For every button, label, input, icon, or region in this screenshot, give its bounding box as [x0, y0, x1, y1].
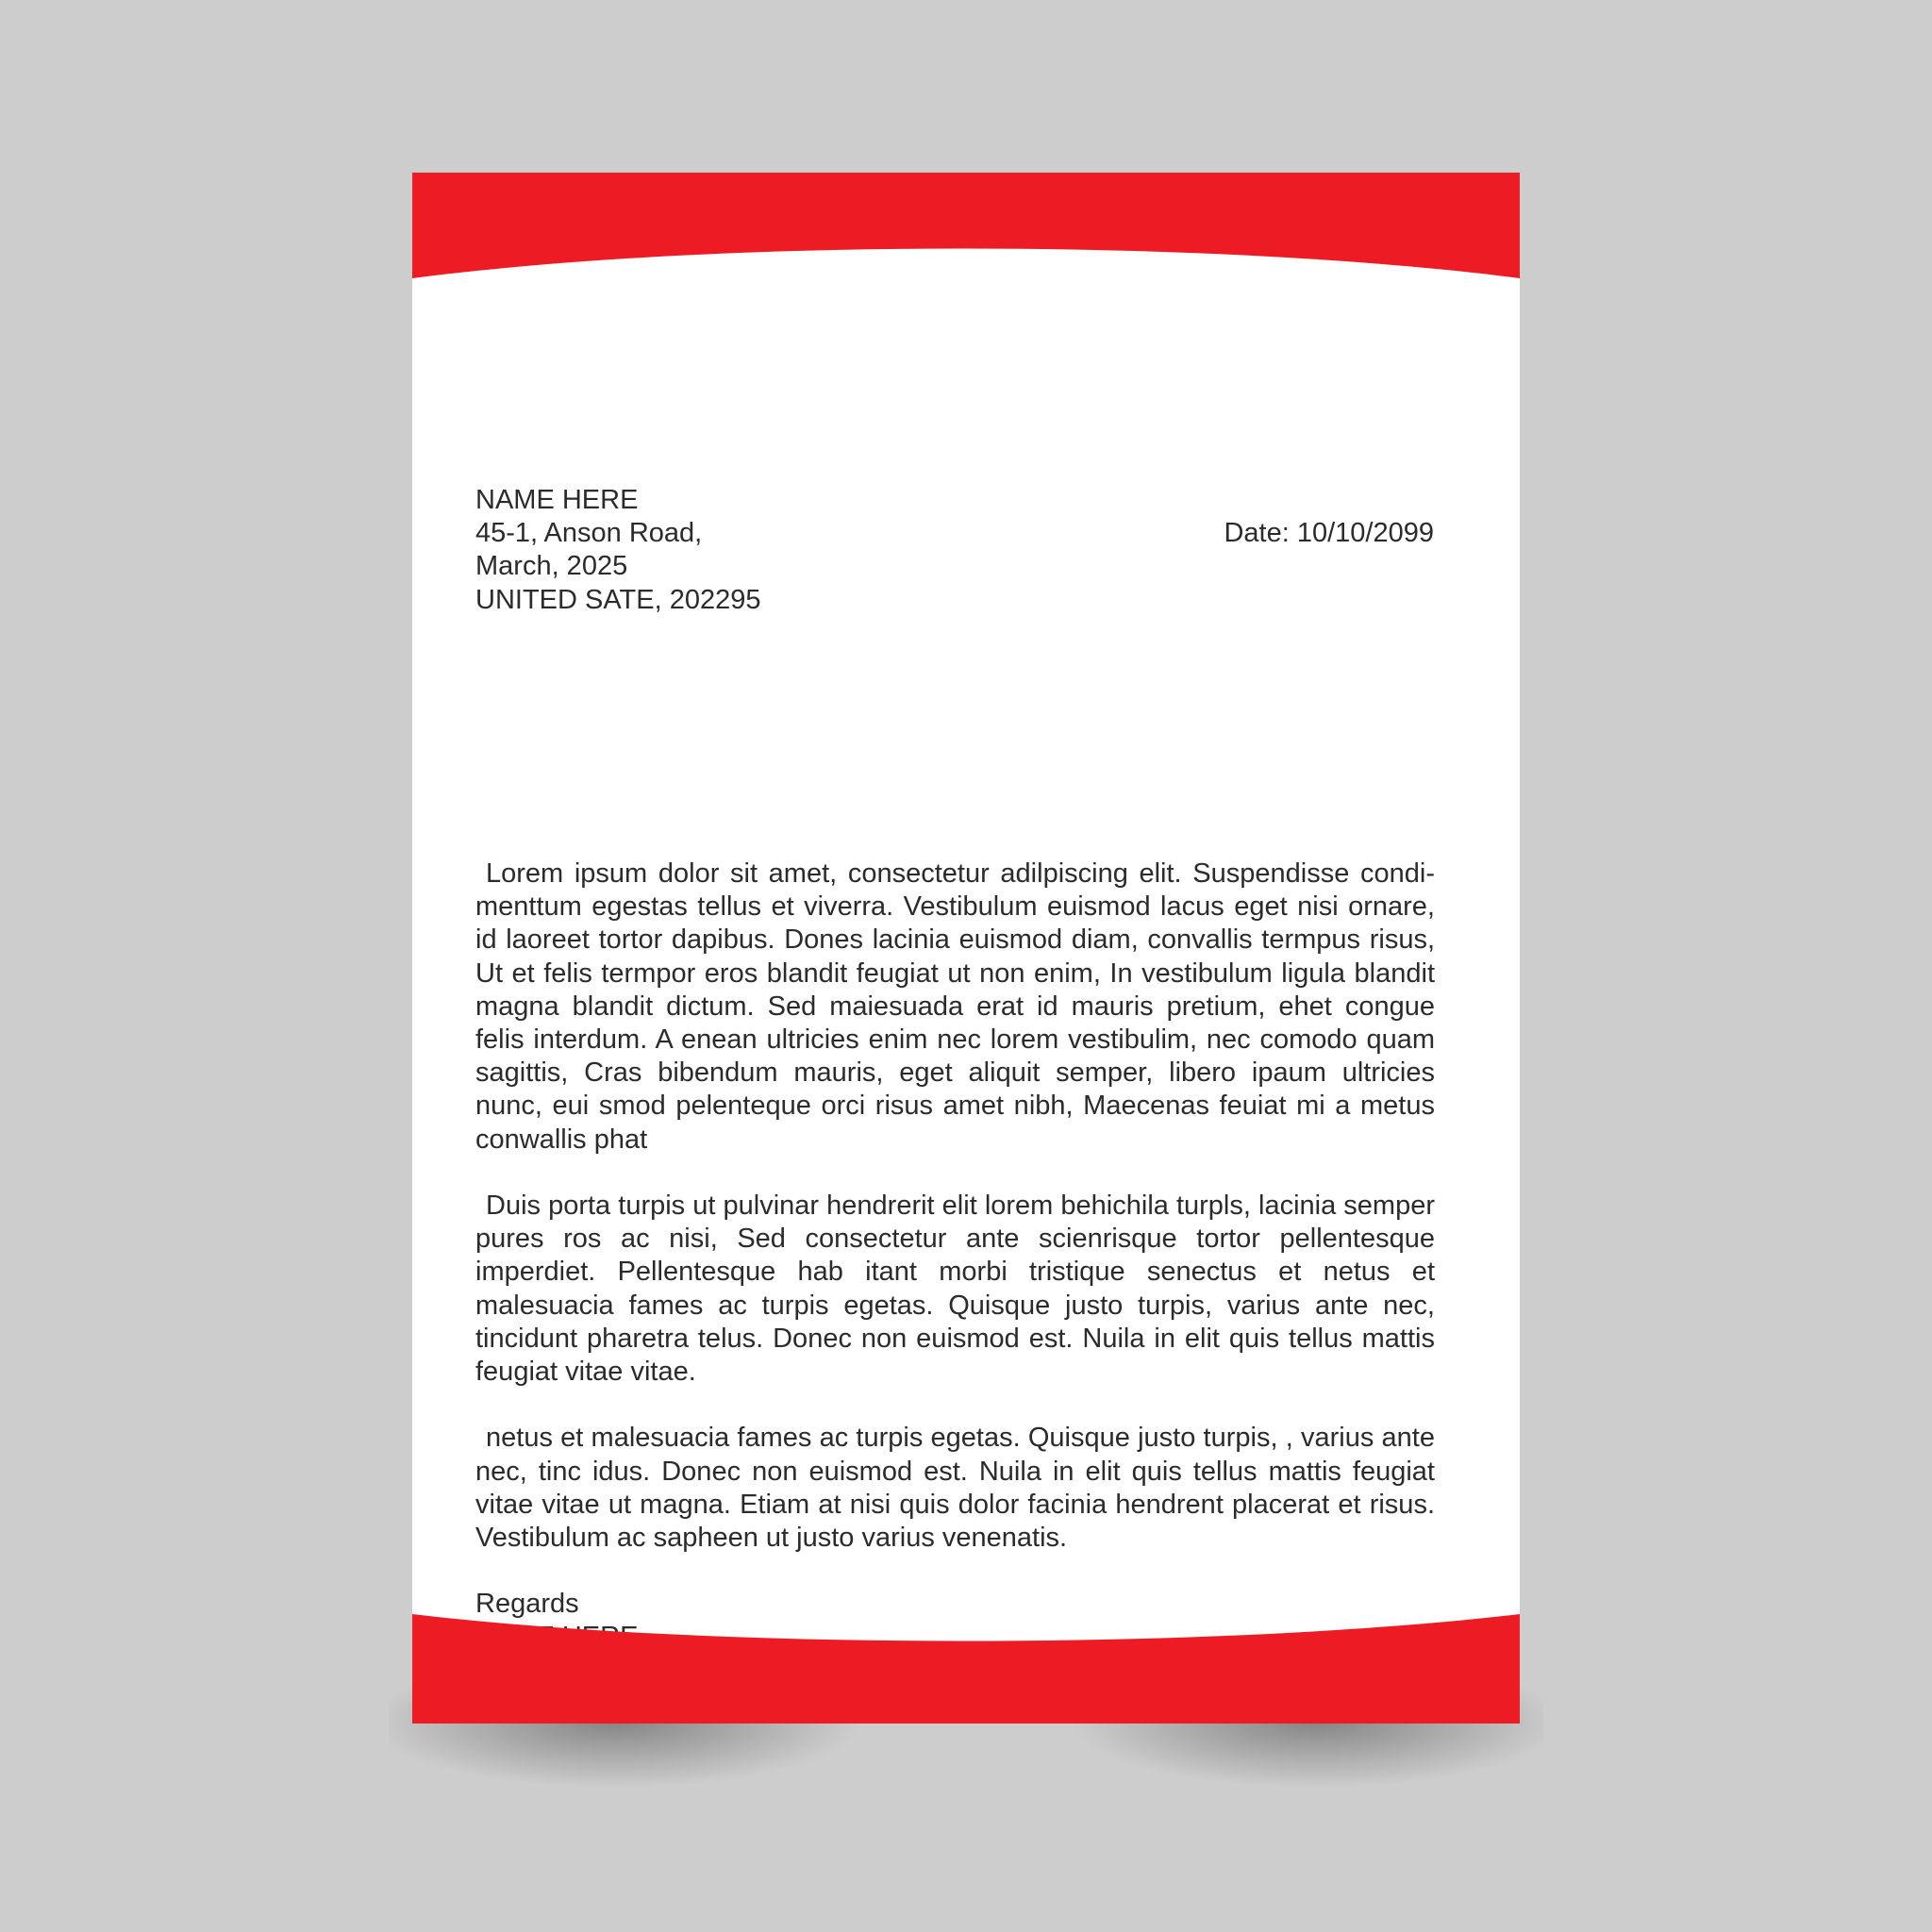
closing-salutation: Regards: [475, 1589, 579, 1619]
header-red-band: [412, 173, 1520, 278]
letterhead-page: [412, 173, 1520, 1724]
body-paragraph-1: Lorem ipsum dolor sit amet, consectetur adilpiscing elit. Suspendisse condimenttum egestas tellus et viverra. Vestibulum euismod lacus eget nisi ornare, id laoreet tortor dapibus. Dones lacinia euismod diam, convallis termpus risus, Ut et felis termpor eros blandit feugiat ut non enim, In vestibulum ligula blandit magna blandit dictum. Sed maiesuada erat id mauris pretium, ehet congue felis interdum. A enean ultricies enim nec lorem vestibulim, nec comodo quam sagittis, Cras bibendum mauris, eget aliquit semper, libero ipaum ultricies nunc, eui smod pelenteque orci risus amet nibh, Maecenas feuiat mi a metus conwallis phat: [475, 858, 1435, 1155]
sender-address-line3: UNITED SATE, 202295: [475, 584, 761, 615]
footer-red-band: [412, 1614, 1520, 1724]
header-curve: [412, 173, 1520, 278]
body-paragraph-2: Duis porta turpis ut pulvinar hendrerit elit lorem behichila turpls, lacinia semper pures ros ac nisi, Sed consectetur ante scienrisque tortor pellentesque imperdiet. Pellentesque hab itant morbi tristique senectus et netus et malesuacia fames ac turpis egetas. Quisque justo turpis, varius ante nec, tincidunt pharetra telus. Donec non euismod est. Nuila in elit quis tellus mattis feugiat vitae vitae.: [475, 1191, 1435, 1388]
sender-name: NAME HERE: [475, 485, 639, 515]
letter-body: [475, 858, 1435, 1588]
sender-address-line1: 45-1, Anson Road,: [475, 518, 703, 549]
letter-date: Date: 10/10/2099: [1224, 518, 1434, 548]
sender-address-line2: March, 2025: [475, 551, 628, 582]
footer-curve: [412, 1614, 1520, 1724]
sender-block: [475, 484, 947, 617]
body-paragraph-3: netus et malesuacia fames ac turpis egetas. Quisque justo turpis, , varius ante nec, tinc idus. Donec non euismod est. Nuila in elit quis tellus mattis feugiat vitae vitae ut magna. Etiam at nisi quis dolor facinia hendrent placerat et risus. Vestibulum ac sapheen ut justo varius venenatis.: [475, 1423, 1435, 1554]
